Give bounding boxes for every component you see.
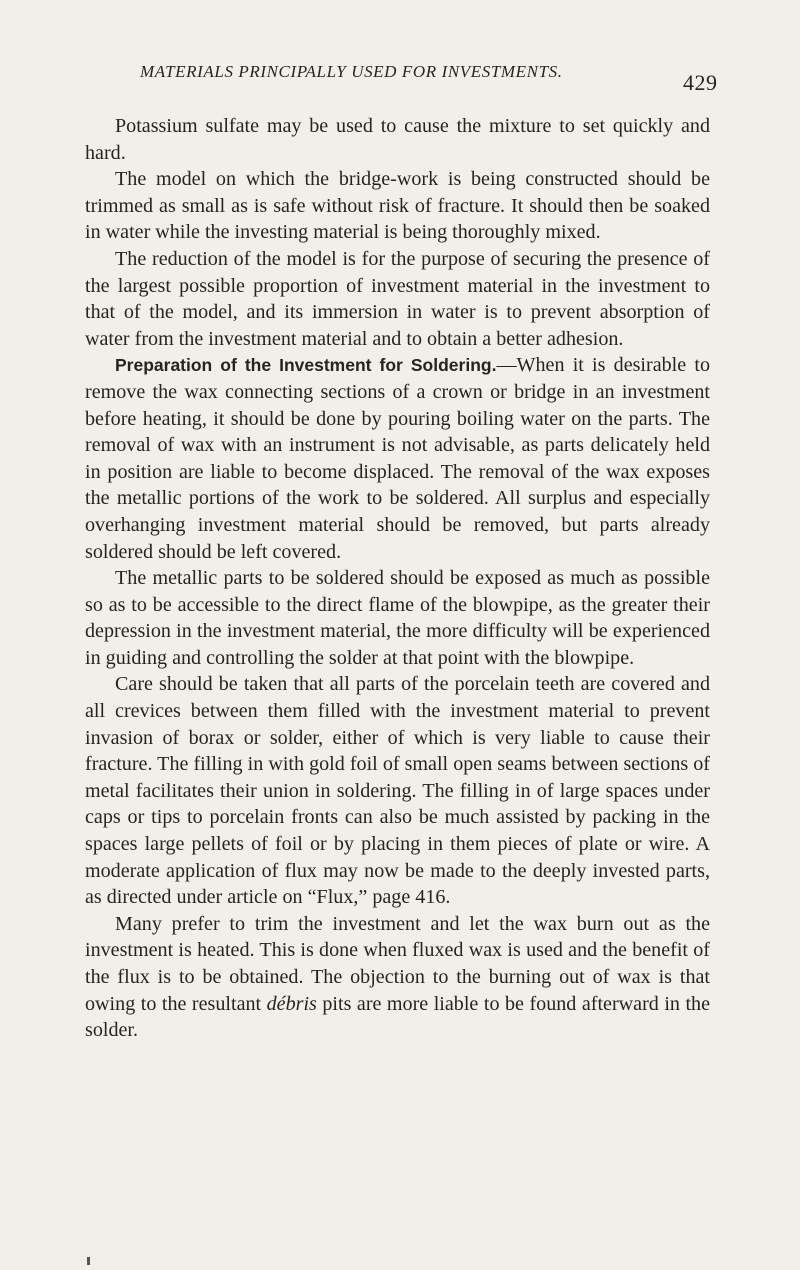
running-title: MATERIALS PRINCIPALLY USED FOR INVESTMENTS. [140,62,563,81]
paragraph-metallic-parts [85,565,710,671]
emphasized-word: débris [266,992,317,1015]
page-number: 429 [683,70,718,95]
paragraph-text: pits are more liable to be found afterward in the solder. [85,992,710,1042]
paragraph-preparation [85,352,710,565]
paragraph-text: Care should be taken that all parts of the porcelain teeth are covered and all crevices between them filled with the investment material to prevent invasion of borax or solder, either of which is very liable to cause their fracture. The filling in with gold foil of small open seams between sections of metal facilitates their union in soldering. The filling in of large spaces under caps or tips to porcelain fronts can also be much assisted by packing in the spaces large pellets of foil or by placing in them pieces of plate or wire. A moderate application of flux may now be made to the deeply invested parts, as directed under article on “Flux,” page 416. [85,673,710,909]
paragraph-text: The metallic parts to be soldered should be exposed as much as possible so as to be accessible to the direct flame of the blowpipe, as the greater their depression in the investment material, the more difficulty will be experienced in guiding and controlling the solder at that point with the blowpipe. [85,567,710,669]
paragraph-porcelain-teeth [85,671,710,910]
section-heading: Preparation of the Investment for Soldering. [115,355,497,376]
paragraph-text: The reduction of the model is for the purpose of securing the presence of the largest possible proportion of investment material in the investment to that of the model, and its immersion in water is to prevent absorption of water from the investment material and to obtain a better adhesion. [85,247,710,350]
paragraph-text: Many prefer to trim the investment and let the wax burn out as the investment is heated. This is done when fluxed wax is used and the benefit of the flux is to be obtained. The objection to the burning out of wax is that owing to the resultant [85,912,710,1015]
paragraph-text: The model on which the bridge-work is being constructed should be trimmed as small as is safe without risk of fracture. It should then be soaked in water while the investing material is being thoroughly mixed. [85,168,710,244]
paragraph-potassium-sulfate [85,113,710,166]
body-text [85,113,710,1044]
paragraph-model-reduction [85,246,710,352]
paragraph-text: —When it is desirable to remove the wax connecting sections of a crown or bridge in an investment before heating, it should be done by pouring boiling water on the parts. The removal of wax with an instrument is not advisable, as parts delicately held in position are liable to become displaced. The removal of the wax exposes the metallic portions of the work to be soldered. All surplus and especially overhanging investment material should be removed, but parts already soldered should be left covered. [85,354,710,563]
scan-mark [87,1257,90,1265]
paragraph-wax-burnout [85,911,710,1044]
paragraph-model-trimming [85,166,710,246]
paragraph-text: Potassium sulfate may be used to cause the mixture to set quickly and hard. [85,115,710,164]
